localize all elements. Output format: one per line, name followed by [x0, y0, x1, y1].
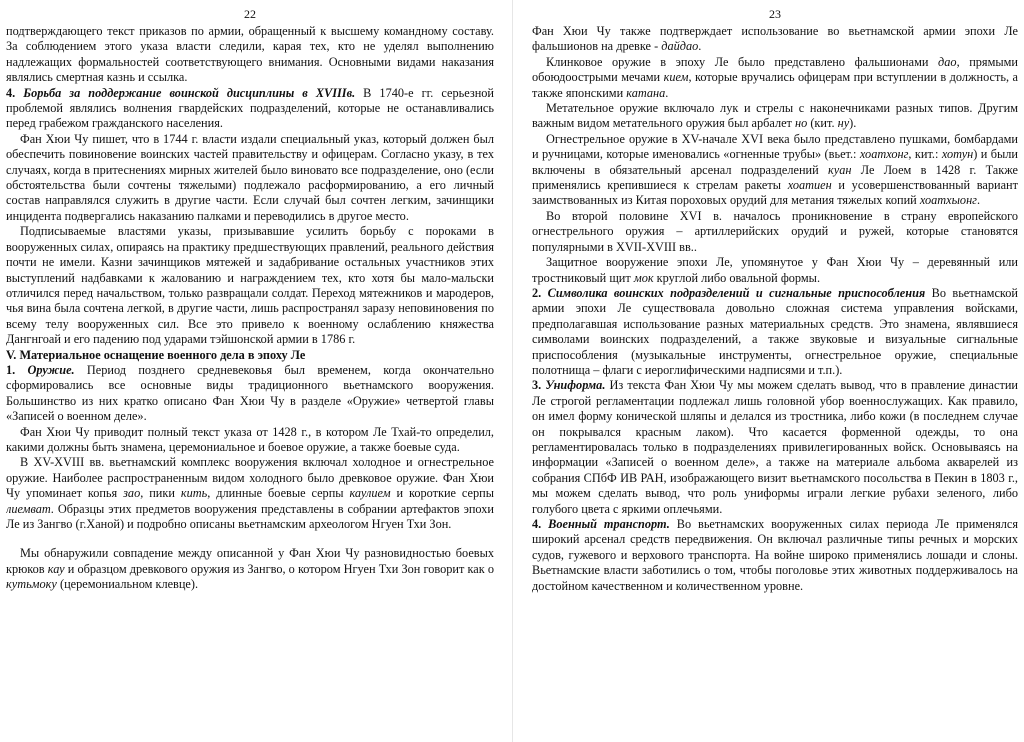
- emphasis-run: Символика воинских подразделений и сигнальные приспособления: [547, 285, 926, 300]
- paragraph: [532, 24, 1018, 55]
- text-run: Ле Лоем в 1428 г. Также применялись крепившиеся к стрелам ракеты: [532, 162, 1018, 193]
- text-run: Во второй половине XVI в. началось проникновение в страну европейского огнестрельного оружия – артиллерийских орудий и ружей, которые становятся популярными в XVII-XVIII вв..: [532, 208, 1018, 254]
- emphasis-run: Борьба за поддержание воинской дисциплины в XVIIIв.: [23, 85, 356, 100]
- emphasis-run: 4.: [6, 85, 24, 100]
- page-number-left: 22: [244, 7, 256, 21]
- emphasis-run: 4.: [532, 517, 549, 531]
- text-run: Фан Хюи Чу пишет, что в 1744 г. власти издали специальный указ, который должен был обеспечить повиновение воинских частей правительству и офицерам. Согласно указу, в тех случаях, когда в притеснениях мирных жителей было виновато все подразделение, оно (если обстоятельства были сочтены тяжелыми) подлежало расформированию, а его личный состав направлялся служить в другие части. Если случай был сочтен легким, зачинщики инцидента подвергались наказанию палками и переводились в другое место.: [6, 131, 494, 223]
- text-run: и образцом древкового оружия из Зангво, о котором Нгуен Тхи Зон говорит как о: [64, 561, 494, 576]
- emphasis-run: хоатхонг: [859, 147, 909, 162]
- section-paragraph: [532, 517, 1018, 594]
- emphasis-run: Униформа.: [545, 378, 606, 393]
- text-run: Из текста Фан Хюи Чу мы можем сделать вывод, что в правление династии Ле строгой регламентации подлежал лишь головной убор военнослужащих. Как правило, он имел форму конической шляпы и делался из тростника, либо кожи (в последнем случае он покрывался красным лаком). Что касается форменной одежды, то она регламентировалась только в подразделениях привилегированных войск. Основываясь на информации «Записей о военном деле», а также на материале альбома акварелей из собрания СПбФ ИВ РАН, изображающего визит вьетнамского посольства в Пекин в 1803 г., мы можем сделать вывод, что роль униформы играли легкие рубахи зеленого, либо голубого цвета с яркими оплечьями.: [532, 378, 1018, 516]
- paragraph: [6, 546, 494, 592]
- section-paragraph: [6, 86, 494, 132]
- section-paragraph: [6, 348, 494, 363]
- text-run: В XV-XVIII вв. вьетнамский комплекс вооружения включал холодное и огнестрельное оружие. Наиболее распространенным видом холодного было древковое оружие. Фан Хюи Чу упоминает копья: [6, 455, 494, 501]
- section-paragraph: [6, 363, 494, 425]
- text-run: , которые вручались офицерам при вступлении в должность, а также японскими: [532, 70, 1018, 100]
- emphasis-run: куан: [827, 162, 852, 177]
- text-run: Метательное оружие включало лук и стрелы с наконечниками разных типов. Другим важным видом метательного оружия был арбалет: [532, 101, 1018, 131]
- emphasis-run: 2.: [532, 285, 548, 300]
- text-run: ) и были включены в обязательный арсенал подразделений: [532, 147, 1018, 177]
- page-gutter: [512, 0, 513, 742]
- text-run: ).: [849, 116, 857, 131]
- text-run: Фан Хюи Чу также подтверждает использование во вьетнамской армии эпохи Ле фальшионов на древке -: [532, 24, 1018, 54]
- emphasis-run: мок: [633, 270, 654, 285]
- paragraph: [532, 209, 1018, 255]
- emphasis-run: хоатхыонг: [919, 193, 977, 208]
- paragraph: [6, 132, 494, 224]
- left-page-body: [6, 24, 494, 593]
- text-run: Подписываемые властями указы, призывавшие усилить борьбу с пороками в вооруженных силах, опираясь на практику предшествующих правлений, реального действия почти не имели. Казни зачинщиков мятежей и задабривание остальных участников этих выступлений надбавками к жалованию и награждением тех, кто хотя бы мало-мальски отличился перед начальством, только развращали солдат. Переход мятежников и мародеров, чья вина была сочтена легкой, в другие части, лишь распространял заразу неповиновения по всему телу вооруженных сил. Все это привело к военному ослаблению княжества Дангнгоай и его падению под ударами тэйшонской армии в 1786 г.: [6, 224, 494, 347]
- text-run: Защитное вооружение эпохи Ле, упомянутое у Фан Хюи Чу – деревянный или тростниковый щит: [532, 255, 1018, 285]
- text-run: (церемониальном клевце).: [56, 577, 199, 592]
- emphasis-run: ну: [837, 116, 850, 131]
- page-number-right: 23: [769, 7, 781, 21]
- right-page: [532, 6, 1018, 740]
- text-run: , пики: [140, 486, 181, 501]
- text-run: . Образцы этих предметов вооружения представлены в собрании артефактов эпохи Ле из Зангво (г.Ханой) и подробно описаны вьетнамским археологом Нгуен Тхи Зон.: [6, 501, 494, 531]
- text-run: подтверждающего текст приказов по армии, обращенный к высшему командному составу. За соблюдением этого указа власти следили, карая тех, кто не уделял выполнению надлежащих формальностей соответствующего внимания. Основными видами наказания являлись смертная казнь и ссылка.: [6, 24, 494, 85]
- text-run: Во вьетнамских вооруженных силах периода Ле применялся широкий арсенал средств передвижения. Он включал различные типы речных и морских судов, гужевого и верхового транспорта. На войне широко применялись лошади и слоны. Вьетнамские власти заботились о том, чтобы поголовье этих животных поддерживалось на достойном качественном и количественном уровне.: [532, 517, 1018, 593]
- paragraph: [6, 455, 494, 532]
- emphasis-run: хоатиен: [787, 178, 832, 193]
- emphasis-run: кау: [47, 561, 65, 576]
- text-run: (кит.: [807, 116, 838, 131]
- text-run: , длинные боевые серпы: [207, 486, 350, 501]
- text-run: Огнестрельное оружие в XV-начале XVI века было представлено пушками, бомбардами и ручницами, которые именовались «огненные трубы» (вьет.:: [532, 131, 1018, 162]
- section-paragraph: [532, 378, 1018, 517]
- text-run: и короткие серпы: [390, 486, 494, 501]
- paragraph: [532, 101, 1018, 132]
- emphasis-run: кить: [180, 486, 208, 501]
- left-page: [6, 6, 494, 740]
- emphasis-run: каулием: [349, 486, 391, 501]
- section-paragraph: [532, 286, 1018, 378]
- emphasis-run: 3.: [532, 378, 546, 393]
- text-run: и усовершенствованный вариант заимствованных из Китая пороховых орудий для метания тяжелых копий: [532, 178, 1018, 208]
- text-run: , кит.:: [908, 147, 942, 162]
- text-run: круглой либо овальной формы.: [653, 270, 821, 285]
- text-run: Фан Хюи Чу приводит полный текст указа от 1428 г., в котором Ле Тхай-то определил, какими должны быть знамена, церемониальное и боевое оружие, а также боевые суда.: [6, 424, 494, 454]
- paragraph: [6, 425, 494, 456]
- emphasis-run: Оружие.: [27, 362, 75, 377]
- emphasis-run: дайдао: [661, 39, 699, 54]
- emphasis-run: лиемват: [6, 501, 51, 516]
- paragraph: [532, 255, 1018, 286]
- right-page-body: [532, 24, 1018, 594]
- emphasis-run: 1.: [6, 362, 28, 377]
- text-run: Клинковое оружие в эпоху Ле было представлено фальшионами: [546, 54, 939, 69]
- text-run: Мы обнаружили совпадение между описанной у Фан Хюи Чу разновидностью боевых крюков: [6, 546, 494, 576]
- emphasis-run: катана: [626, 85, 666, 100]
- text-run: В 1740-е гг. серьезной проблемой являлись волнения гвардейских подразделений, которые не останавливались перед грабежом гражданского населения.: [6, 85, 494, 131]
- emphasis-run: дао: [938, 54, 957, 69]
- paragraph: [6, 224, 494, 347]
- text-run: Во вьетнамской армии эпохи Ле существовала довольно сложная система управления войсками, предполагавшая использование разных материальных средств. Это знамена, являвшиеся символами воинских подразделений, а также звуковые и визуальные сигнальные приспособления (музыкальные инструменты, огнестрельное оружие, специальные полотнища – флаги с иероглифическими надписями и т.п.).: [532, 285, 1018, 377]
- paragraph: [6, 24, 494, 86]
- text-run: Период позднего средневековья был временем, когда окончательно сформировались все основные виды традиционного вьетнамского вооружения. Большинство из них кратко описано Фан Хюи Чу в разделе «Оружие» четвертой главы «Записей о военном деле».: [6, 362, 494, 424]
- emphasis-run: хотун: [941, 147, 974, 162]
- emphasis-run: Военный транспорт.: [548, 517, 670, 531]
- paragraph: [532, 55, 1018, 101]
- text-run: .: [665, 85, 669, 100]
- paragraph-gap: [6, 532, 494, 546]
- paragraph: [532, 132, 1018, 209]
- emphasis-run: кутьмоку: [6, 577, 57, 592]
- text-run: , прямыми обоюдоострыми мечами: [532, 54, 1018, 85]
- emphasis-run: кием: [663, 70, 689, 85]
- text-run: .: [976, 193, 981, 208]
- emphasis-run: зао: [123, 486, 141, 501]
- emphasis-run: но: [795, 116, 808, 131]
- emphasis-run: V. Материальное оснащение военного дела в эпоху Ле: [6, 347, 306, 362]
- text-run: .: [698, 39, 702, 54]
